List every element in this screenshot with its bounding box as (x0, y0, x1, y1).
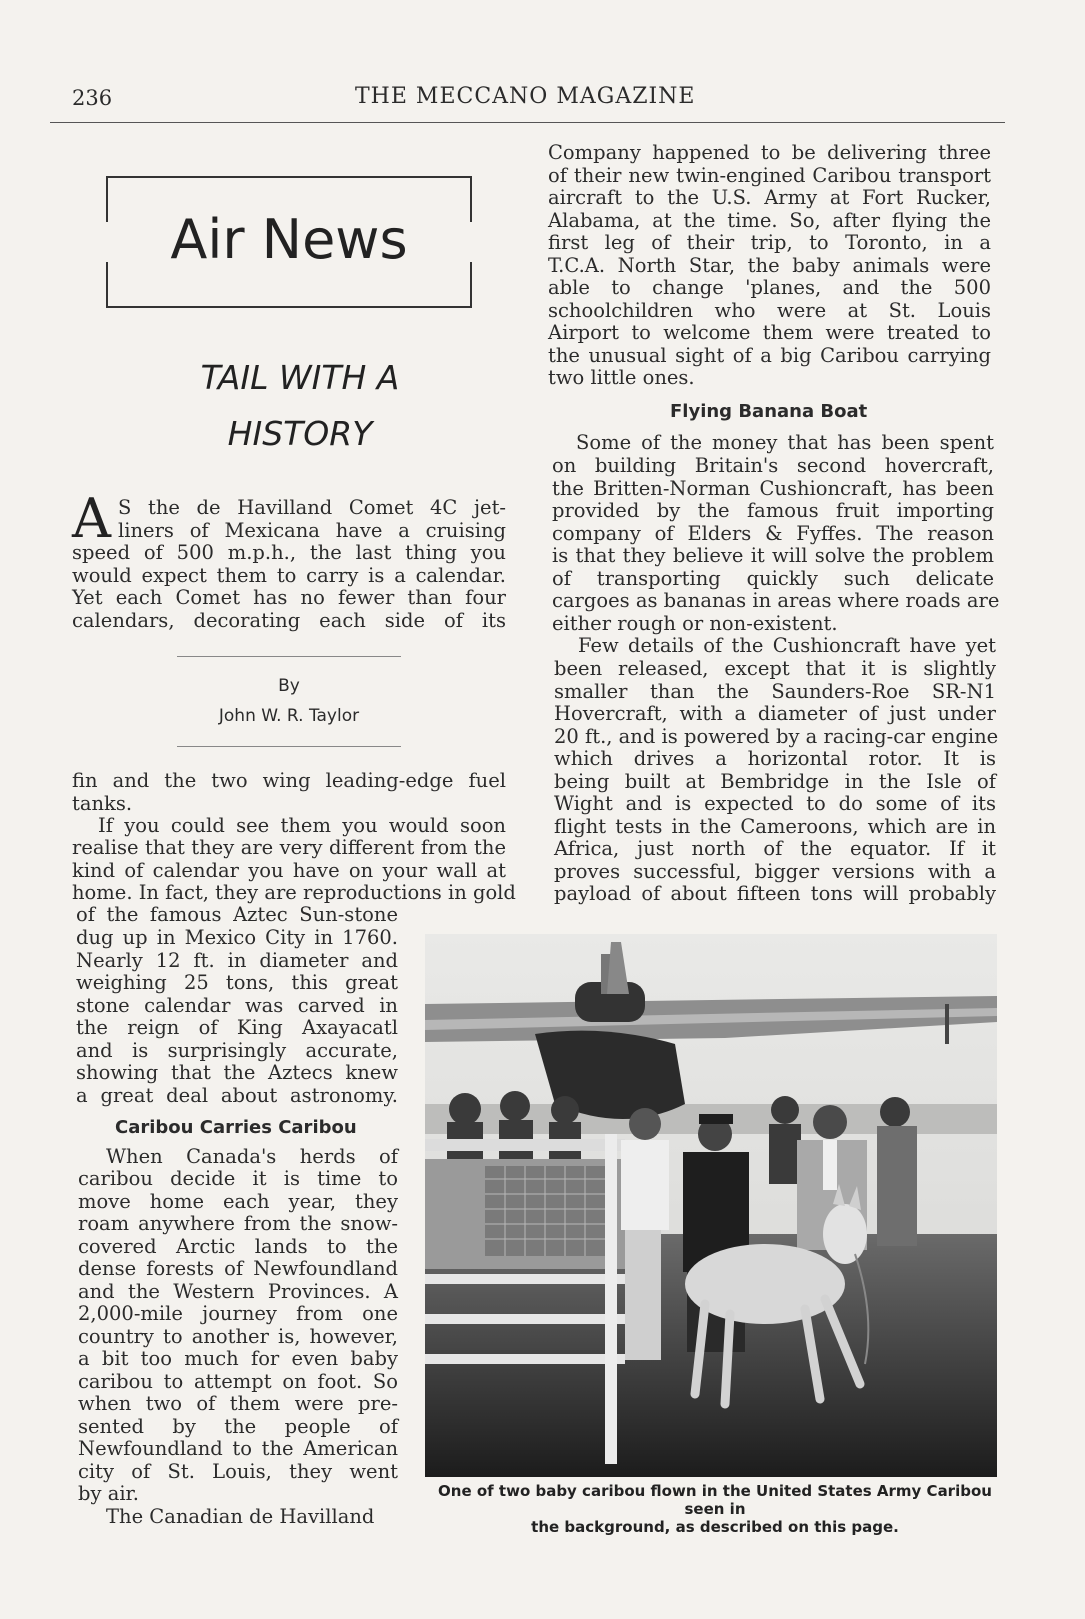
text-line: flight tests in the Cameroons, which are in (554, 814, 996, 838)
byline-rule-top (177, 656, 401, 657)
section-title-box (106, 176, 472, 308)
text-line: Airport to welcome them were treated to (548, 321, 991, 344)
text-line: able to change 'planes, and the 500 (548, 276, 991, 299)
text-line: tanks. (72, 791, 133, 815)
text-line: schoolchildren who were at St. Louis (548, 298, 991, 322)
intro-paragraph-indented (118, 497, 506, 542)
body-paragraph-indent-line (576, 432, 994, 455)
text-line: by air. (78, 1482, 139, 1505)
text-line: cargoes as bananas in areas where roads are (552, 589, 1000, 612)
magazine-title: THE MECCANO MAGAZINE (355, 84, 696, 109)
body-paragraph-narrow (106, 1146, 398, 1169)
text-line: payload of about fifteen tons will probably (554, 882, 996, 905)
article-headline (150, 350, 450, 462)
subhead-banana: Flying Banana Boat (670, 401, 868, 422)
text-line: home. In fact, they are reproductions in gold (72, 881, 516, 904)
text-line: weighing 25 tons, this great (76, 971, 398, 994)
byline-by: By (278, 676, 300, 696)
text-line: roam anywhere from the snow- (78, 1212, 398, 1235)
body-paragraph-narrow (78, 1168, 398, 1506)
text-line: fin and the two wing leading-edge fuel (72, 769, 506, 792)
body-paragraph-indent-line (98, 815, 506, 838)
text-line: which drives a horizontal rotor. It is (554, 747, 996, 770)
text-line: been released, except that it is slightly (554, 657, 996, 680)
text-line: Yet each Comet has no fewer than four (72, 586, 506, 609)
body-paragraph-narrow (76, 927, 398, 1107)
text-line: liners of Mexicana have a cruising (118, 518, 506, 542)
text-line: Africa, just north of the equator. If it (554, 837, 996, 860)
text-line: Alabama, at the time. So, after flying the (548, 208, 991, 232)
photo-caption (420, 1482, 1010, 1536)
section-title: Air News (170, 208, 408, 271)
text-line: 20 ft., and is powered by a racing-car engine (554, 724, 999, 748)
text-line: stone calendar was carved in (76, 993, 398, 1017)
page-number: 236 (72, 86, 113, 110)
text-line: when two of them were pre- (78, 1392, 398, 1415)
caribou-photo (425, 934, 997, 1477)
text-line: aircraft to the U.S. Army at Fort Rucker, (548, 186, 991, 209)
text-line: a great deal about astronomy. (76, 1083, 398, 1107)
text-line: and the Western Provinces. A (78, 1279, 398, 1303)
text-line: a bit too much for even baby (78, 1347, 398, 1370)
caption-line: the background, as described on this page. (531, 1518, 899, 1536)
body-paragraph-narrow (106, 1506, 398, 1529)
text-line: the reign of King Axayacatl (76, 1016, 398, 1039)
byline-author: John W. R. Taylor (218, 706, 360, 726)
text-line: would expect them to carry is a calendar. (72, 563, 506, 587)
text-line: provided by the famous fruit importing (552, 499, 994, 522)
byline-rule-bottom (177, 746, 401, 747)
text-line: S the de Havilland Comet 4C jet- (118, 496, 506, 519)
intro-paragraph (72, 542, 506, 632)
text-line: first leg of their trip, to Toronto, in a (548, 231, 991, 254)
text-line: of the famous Aztec Sun-stone (76, 903, 398, 926)
text-line: calendars, decorating each side of its (72, 608, 506, 632)
text-line: city of St. Louis, they went (78, 1459, 398, 1483)
body-paragraph (548, 142, 991, 390)
text-line: country to another is, however, (78, 1324, 398, 1348)
text-line: When Canada's herds of (106, 1145, 398, 1168)
text-line: either rough or non-existent. (552, 611, 838, 635)
body-paragraph (554, 657, 999, 906)
text-line: Hovercraft, with a diameter of just under (554, 702, 996, 725)
text-line: and is surprisingly accurate, (76, 1038, 398, 1062)
text-line: covered Arctic lands to the (78, 1234, 398, 1258)
text-line: Some of the money that has been spent (576, 431, 994, 454)
header-rule (50, 122, 1005, 123)
text-line: showing that the Aztecs knew (76, 1061, 398, 1084)
text-line: proves successful, bigger versions with a (554, 859, 996, 883)
text-line: Newfoundland to the American (78, 1437, 398, 1460)
text-line: Company happened to be delivering three (548, 141, 991, 164)
text-line: of transporting quickly such delicate (552, 566, 994, 590)
text-line: the Britten-Norman Cushioncraft, has been (552, 476, 994, 500)
text-line: 2,000-mile journey from one (78, 1302, 398, 1325)
text-line: caribou decide it is time to (78, 1167, 398, 1190)
text-line: realise that they are very different from the (72, 836, 506, 859)
headline-line: HISTORY (227, 414, 373, 453)
subhead-caribou: Caribou Carries Caribou (115, 1117, 357, 1138)
headline-line: TAIL WITH A (200, 358, 400, 397)
text-line: the unusual sight of a big Caribou carrying (548, 343, 991, 367)
body-paragraph (72, 770, 506, 815)
text-line: two little ones. (548, 366, 695, 389)
text-line: Wight and is expected to do some of its (554, 792, 996, 815)
body-paragraph-narrow (76, 904, 398, 927)
text-line: dug up in Mexico City in 1760. (76, 926, 398, 949)
text-line: T.C.A. North Star, the baby animals were (548, 253, 991, 277)
text-line: dense forests of Newfoundland (78, 1257, 398, 1280)
text-line: Nearly 12 ft. in diameter and (76, 948, 398, 972)
text-line: sented by the people of (78, 1414, 398, 1438)
text-line: If you could see them you would soon (98, 814, 506, 837)
body-paragraph-indent-line (578, 635, 996, 658)
text-line: of their new twin-engined Caribou transport (548, 163, 991, 187)
text-line: Few details of the Cushioncraft have yet (578, 634, 996, 657)
text-line: move home each year, they (78, 1189, 398, 1213)
text-line: smaller than the Saunders-Roe SR-N1 (554, 679, 996, 703)
text-line: is that they believe it will solve the problem (552, 544, 994, 567)
caption-line: One of two baby caribou flown in the United States Army Caribou seen in (438, 1482, 992, 1518)
text-line: kind of calendar you have on your wall at (72, 858, 506, 882)
body-paragraph (72, 836, 516, 905)
text-line: on building Britain's second hovercraft, (552, 454, 994, 477)
text-line: company of Elders & Fyffes. The reason (552, 521, 994, 545)
text-line: The Canadian de Havilland (106, 1505, 375, 1528)
text-line: speed of 500 m.p.h., the last thing you (72, 541, 506, 564)
body-paragraph (552, 454, 1000, 635)
drop-cap: A (72, 487, 111, 550)
text-line: caribou to attempt on foot. So (78, 1369, 398, 1393)
text-line: being built at Bembridge in the Isle of (554, 769, 996, 793)
